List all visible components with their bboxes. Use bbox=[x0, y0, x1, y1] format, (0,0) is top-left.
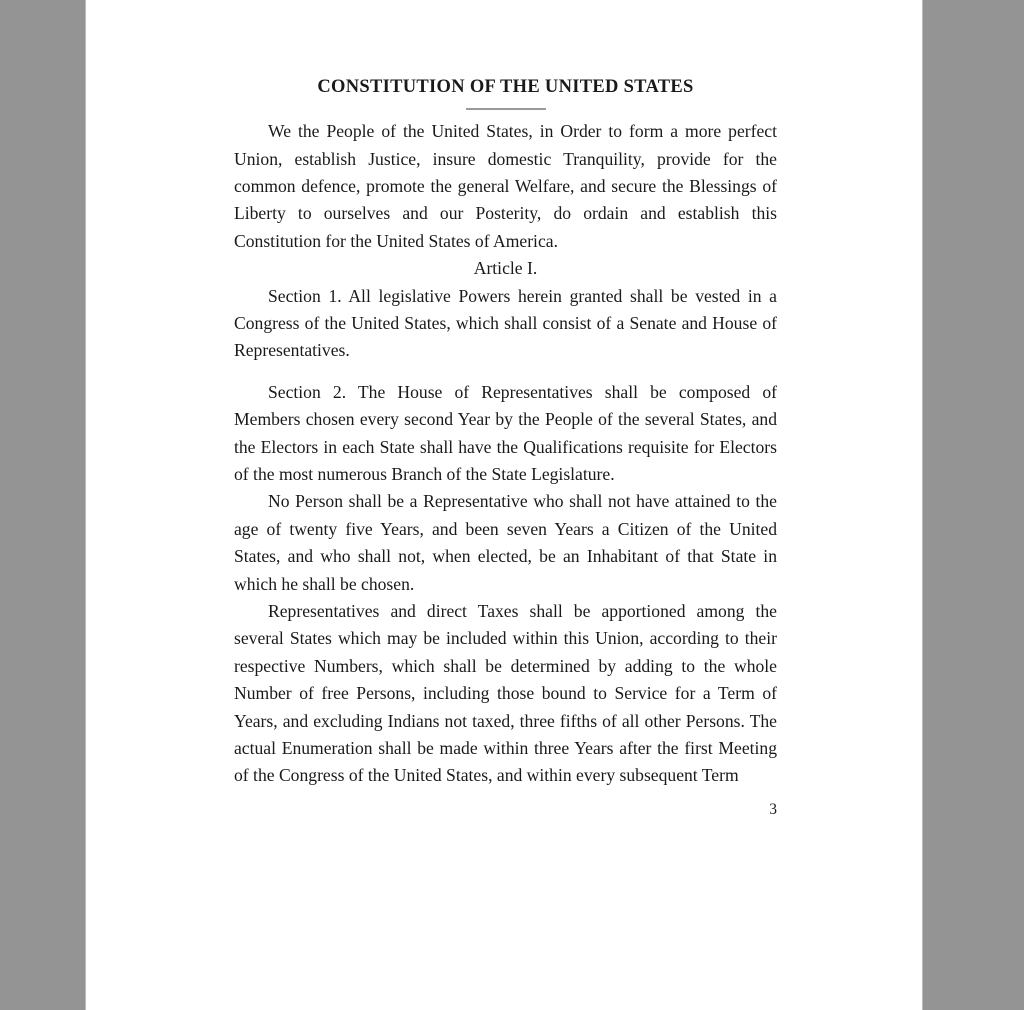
paragraph-representatives-and-direct-taxes: Representatives and direct Taxes shall be apportioned among the several States which may be included within this Union, according to their respective Numbers, which shall be determined by adding to the whole Number of free Persons, including those bound to Service for a Term of Years, and excluding Indians not taxed, three fifths of all other Persons. The actual Enumeration shall be made within three Years after the first Meeting of the Congress of the United States, and within every subsequent Term bbox=[234, 601, 777, 786]
document-page bbox=[86, 0, 922, 1010]
article-heading: Article I. bbox=[473, 258, 538, 279]
paragraph-no-person-qualifications: No Person shall be a Representative who shall not have attained to the age of twenty five Years, and been seven Years a Citizen of the United States, and who shall not, when elected, be an Inhabitant of that State in which he shall be chosen. bbox=[234, 491, 777, 594]
paragraph-section-2: Section 2. The House of Representatives shall be composed of Members chosen every second Year by the People of the several States, and the Electors in each State shall have the Qualifications requisite for Electors of the most numerous Branch of the State Legislature. bbox=[234, 381, 777, 484]
page-title: CONSTITUTION OF THE UNITED STATES bbox=[317, 77, 694, 97]
page-text-column bbox=[234, 76, 777, 835]
title-divider-rule bbox=[466, 108, 546, 110]
page-number: 3 bbox=[769, 800, 777, 818]
paragraph-preamble: We the People of the United States, in Order to form a more perfect Union, establish Justice, insure domestic Tranquility, provide for the common defence, promote the general Welfare, and secure the Blessings of Liberty to ourselves and our Posterity, do ordain and establish this Constitution for the United States of America. bbox=[234, 121, 777, 251]
paragraph-section-1: Section 1. All legislative Powers herein granted shall be vested in a Congress of the United States, which shall consist of a Senate and House of Representatives. bbox=[234, 285, 777, 361]
